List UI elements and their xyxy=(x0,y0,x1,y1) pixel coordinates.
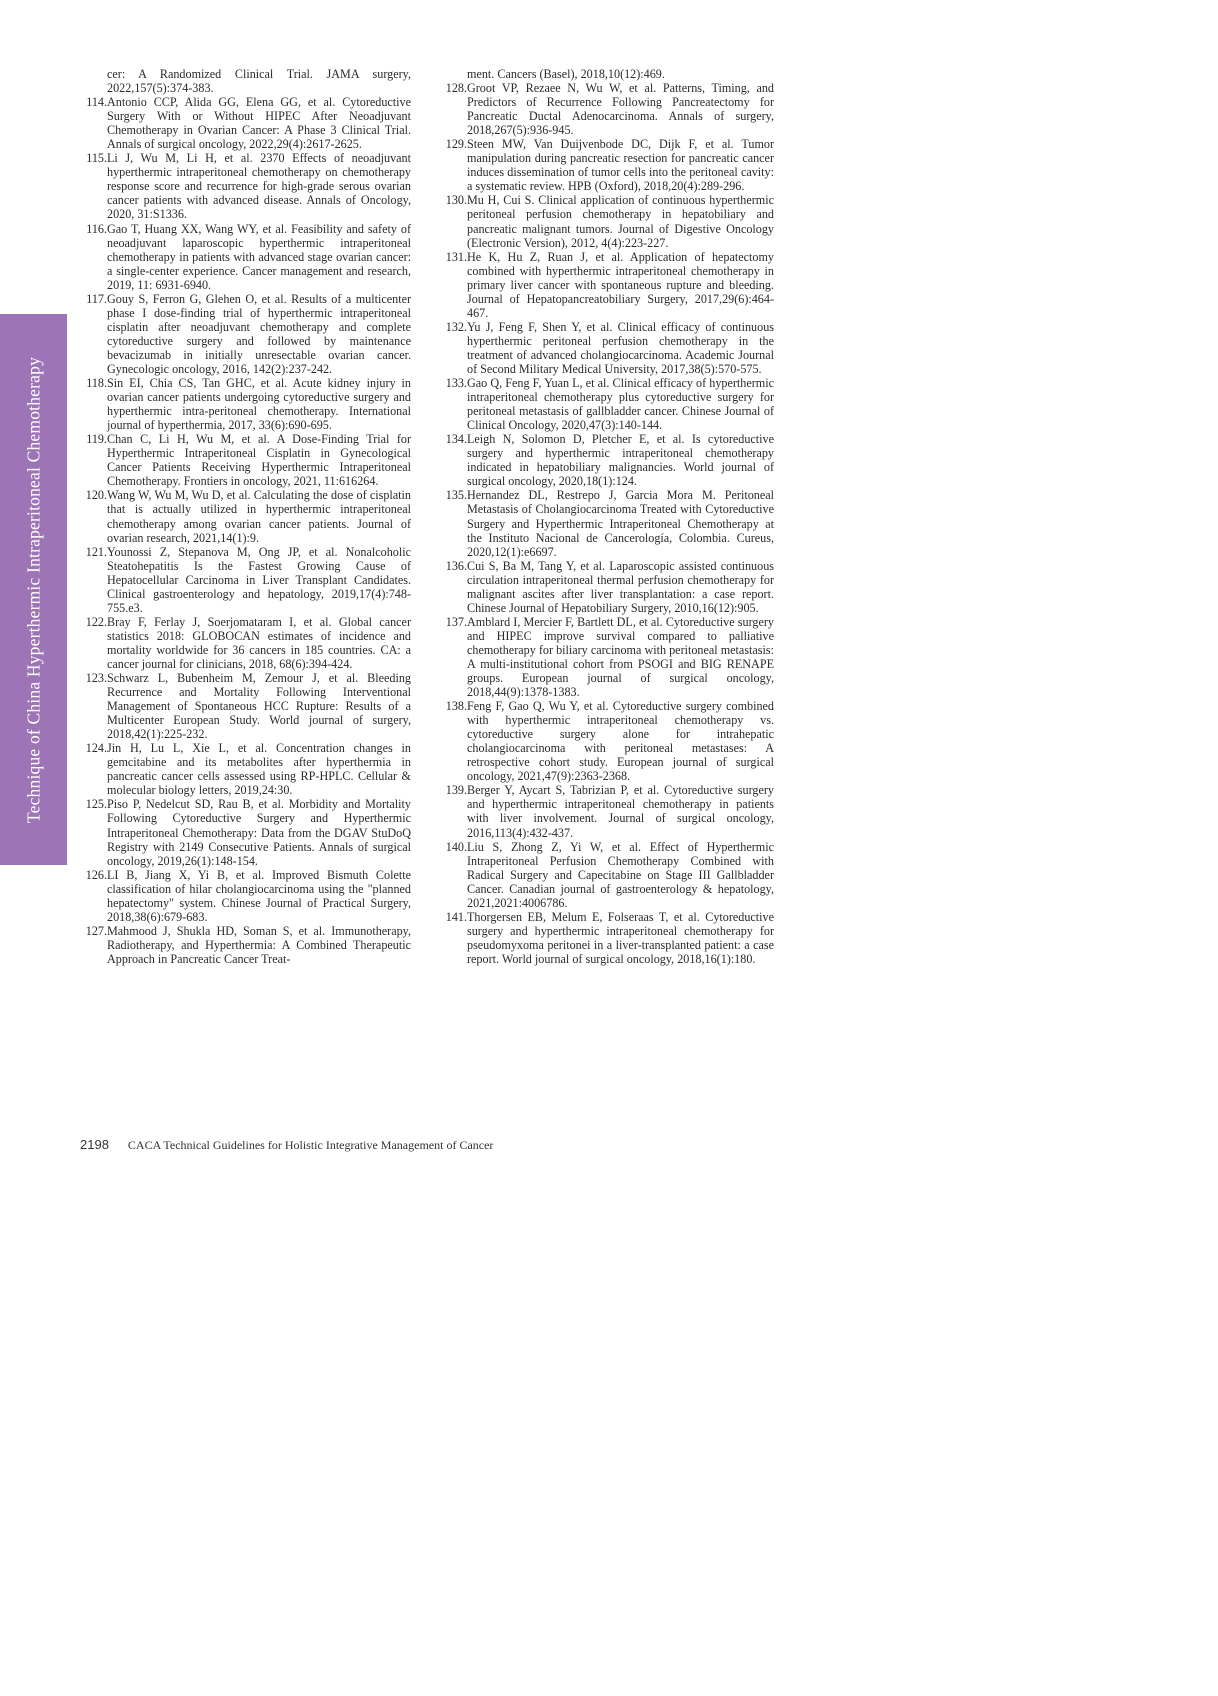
reference-number: 129. xyxy=(445,137,467,152)
reference-item xyxy=(440,137,774,193)
reference-item xyxy=(440,488,774,558)
reference-number: 134. xyxy=(445,432,467,447)
reference-number: 135. xyxy=(445,488,467,503)
reference-text: cer: A Randomized Clinical Trial. JAMA surgery, 2022,157(5):374-383. xyxy=(107,67,411,96)
reference-number: 131. xyxy=(445,249,467,264)
reference-item xyxy=(80,67,411,95)
reference-text: Jin H, Lu L, Xie L, et al. Concentration changes in gemcitabine and its metabolites after hyperthermia in pancreatic cancer cells assessed using RP-HPLC. Cellular & molecular biology letters, 2019,24:30. xyxy=(107,741,411,798)
reference-text: Bray F, Ferlay J, Soerjomataram I, et al. Global cancer statistics 2018: GLOBOCAN estimates of incidence and mortality worldwide for 36 cancers in 185 countries. CA: a cancer journal for clinicians, 2018, 68(6):394-424. xyxy=(107,614,411,671)
reference-item xyxy=(80,151,411,221)
page-footer xyxy=(80,1137,493,1153)
reference-text: Mu H, Cui S. Clinical application of continuous hyperthermic peritoneal perfusion chemotherapy in hepatobiliary and pancreatic malignant tumors. Journal of Digestive Oncology (Electronic Version), 2012, 4(4):223-227. xyxy=(467,193,774,250)
reference-item xyxy=(440,615,774,699)
reference-item xyxy=(80,95,411,151)
reference-text: Amblard I, Mercier F, Bartlett DL, et al. Cytoreductive surgery and HIPEC improve survival compared to palliative chemotherapy for biliary carcinoma with peritoneal metastasis: A multi-institutional cohort from PSOGI and BIG RENAPE groups. European journal of surgical oncology, 2018,44(9):1378-1383. xyxy=(467,614,774,700)
reference-text: Mahmood J, Shukla HD, Soman S, et al. Immunotherapy, Radiotherapy, and Hyperthermia: A Combined Therapeutic Approach in Pancreatic Cancer Treat- xyxy=(107,923,411,966)
reference-item xyxy=(80,741,411,797)
reference-text: ment. Cancers (Basel), 2018,10(12):469. xyxy=(467,67,665,81)
reference-number: 125. xyxy=(85,797,107,812)
reference-item xyxy=(80,868,411,924)
reference-number: 137. xyxy=(445,614,467,629)
reference-number: 128. xyxy=(445,81,467,96)
reference-text: Schwarz L, Bubenheim M, Zemour J, et al. Bleeding Recurrence and Mortality Following Interventional Management of Spontaneous HCC Rupture: Results of a Multicenter European Study. World journal of surgery, 2018,42(1):225-232. xyxy=(107,671,411,742)
reference-item xyxy=(80,488,411,544)
reference-number: 114. xyxy=(86,95,107,110)
reference-text: Gao Q, Feng F, Yuan L, et al. Clinical efficacy of hyperthermic intraperitoneal chemotherapy plus cytoreductive surgery for peritoneal metastasis of gallbladder cancer. Chinese Journal of Clinical Oncology, 2020,47(3):140-144. xyxy=(467,376,774,433)
reference-number: 120. xyxy=(85,488,107,503)
reference-text: Antonio CCP, Alida GG, Elena GG, et al. Cytoreductive Surgery With or Without HIPEC After Neoadjuvant Chemotherapy in Ovarian Cancer: A Phase 3 Clinical Trial. Annals of surgical oncology, 2022,29(4):2617-2625. xyxy=(107,95,411,152)
side-tab-label: Technique of China Hyperthermic Intraperitoneal Chemotherapy xyxy=(23,356,43,823)
reference-text: Leigh N, Solomon D, Pletcher E, et al. Is cytoreductive surgery and hyperthermic intraperitoneal chemotherapy indicated in hepatobiliary malignancies. World journal of surgical oncology, 2020,18(1):124. xyxy=(467,432,774,489)
reference-text: Piso P, Nedelcut SD, Rau B, et al. Morbidity and Mortality Following Cytoreductive Surgery and Hyperthermic Intraperitoneal Chemotherapy: Data from the DGAV StuDoQ Registry with 2149 Consecutive Patients. Annals of surgical oncology, 2019,26(1):148-154. xyxy=(107,797,411,868)
reference-number: 140. xyxy=(445,839,467,854)
reference-text: Gouy S, Ferron G, Glehen O, et al. Results of a multicenter phase I dose-finding trial of hyperthermic intraperitoneal cisplatin after neoadjuvant chemotherapy and complete cytoreductive surgery and followed by maintenance bevacizumab in initially unresectable ovarian cancer. Gynecologic oncology, 2016, 142(2):237-242. xyxy=(107,291,411,376)
reference-text: Cui S, Ba M, Tang Y, et al. Laparoscopic assisted continuous circulation intraperitoneal thermal perfusion chemotherapy for malignant ascites after liver transplantation: a case report. Chinese Journal of Hepatobiliary Surgery, 2010,16(12):905. xyxy=(467,558,774,615)
reference-number: 121. xyxy=(85,544,107,559)
reference-item xyxy=(440,910,774,966)
reference-item xyxy=(440,432,774,488)
reference-number: 116. xyxy=(86,221,107,236)
footer-title: CACA Technical Guidelines for Holistic Integrative Management of Cancer xyxy=(127,1138,494,1152)
reference-number: 132. xyxy=(445,319,467,334)
reference-text: Thorgersen EB, Melum E, Folseraas T, et al. Cytoreductive surgery and hyperthermic intraperitoneal chemotherapy for pseudomyxoma peritonei in a liver-transplanted patient: a case report. World journal of surgical oncology, 2018,16(1):180. xyxy=(467,909,774,966)
reference-text: Li J, Wu M, Li H, et al. 2370 Effects of neoadjuvant hyperthermic intraperitoneal chemotherapy on chemotherapy response score and recurrence for high-grade serous ovarian cancer patients with advanced disease. Annals of Oncology, 2020, 31:S1336. xyxy=(107,151,411,222)
reference-text: Gao T, Huang XX, Wang WY, et al. Feasibility and safety of neoadjuvant laparoscopic hyperthermic intraperitoneal chemotherapy in patients with advanced stage ovarian cancer: a single-center experience. Cancer management and research, 2019, 11: 6931-6940. xyxy=(107,221,411,292)
reference-number: 139. xyxy=(445,783,467,798)
reference-number: 123. xyxy=(85,671,107,686)
reference-number: 122. xyxy=(85,614,107,629)
reference-text: Yu J, Feng F, Shen Y, et al. Clinical efficacy of continuous hyperthermic peritoneal perfusion chemotherapy in the treatment of advanced cholangiocarcinoma. Academic Journal of Second Military Medical University, 2017,38(5):570-575. xyxy=(467,319,774,376)
reference-text: Liu S, Zhong Z, Yi W, et al. Effect of Hyperthermic Intraperitoneal Perfusion Chemotherapy Combined with Radical Surgery and Capecitabine on Stage III Gallbladder Cancer. Canadian journal of gastroenterology & hepatology, 2021,2021:4006786. xyxy=(467,839,774,910)
page-number: 2198 xyxy=(80,1137,109,1152)
reference-number: 138. xyxy=(445,699,467,714)
reference-item xyxy=(440,559,774,615)
reference-item xyxy=(440,320,774,376)
reference-number: 117. xyxy=(86,291,107,306)
reference-number: 127. xyxy=(85,923,107,938)
reference-item xyxy=(80,545,411,615)
reference-item xyxy=(80,797,411,867)
reference-text: Sin EI, Chia CS, Tan GHC, et al. Acute kidney injury in ovarian cancer patients undergoing cytoreductive surgery and hyperthermic intra-peritoneal chemotherapy. International journal of hyperthermia, 2017, 33(6):690-695. xyxy=(107,376,411,433)
reference-item xyxy=(80,924,411,966)
reference-item xyxy=(440,376,774,432)
reference-text: LI B, Jiang X, Yi B, et al. Improved Bismuth Colette classification of hilar cholangiocarcinoma using the "planned hepatectomy" system. Chinese Journal of Practical Surgery, 2018,38(6):679-683. xyxy=(107,867,411,924)
reference-item xyxy=(80,432,411,488)
reference-item xyxy=(440,840,774,910)
reference-item xyxy=(80,292,411,376)
reference-text: Chan C, Li H, Wu M, et al. A Dose-Finding Trial for Hyperthermic Intraperitoneal Cisplatin in Gynecological Cancer Patients Receiving Hyperthermic Intraperitoneal Chemotherapy. Frontiers in oncology, 2021, 11:616264. xyxy=(107,432,411,489)
reference-text: Wang W, Wu M, Wu D, et al. Calculating the dose of cisplatin that is actually utilized in hyperthermic intraperitoneal chemotherapy among ovarian cancer patients. Journal of ovarian research, 2021,14(1):9. xyxy=(107,488,411,545)
reference-number: 133. xyxy=(445,376,467,391)
reference-item xyxy=(80,222,411,292)
reference-item xyxy=(440,81,774,137)
reference-item xyxy=(80,671,411,741)
reference-item xyxy=(440,250,774,320)
reference-number: 119. xyxy=(86,432,107,447)
reference-number: 136. xyxy=(445,558,467,573)
reference-text: Feng F, Gao Q, Wu Y, et al. Cytoreductive surgery combined with hyperthermic intraperitoneal chemotherapy vs. cytoreductive surgery alone for intrahepatic cholangiocarcinoma with peritoneal metastases: A retrospective cohort study. European journal of surgical oncology, 2021,47(9):2363-2368. xyxy=(467,699,774,784)
reference-item xyxy=(440,783,774,839)
references-left-column xyxy=(80,67,411,966)
reference-number: 130. xyxy=(445,193,467,208)
reference-text: Younossi Z, Stepanova M, Ong JP, et al. Nonalcoholic Steatohepatitis Is the Fastest Growing Cause of Hepatocellular Carcinoma in Liver Transplant Candidates. Clinical gastroenterology and hepatology, 2019,17(4):748-755.e3. xyxy=(107,544,411,615)
reference-item xyxy=(80,615,411,671)
reference-item xyxy=(80,376,411,432)
reference-item xyxy=(440,193,774,249)
reference-item xyxy=(440,699,774,783)
reference-text: Berger Y, Aycart S, Tabrizian P, et al. Cytoreductive surgery and hyperthermic intraperitoneal chemotherapy in patients with liver involvement. Journal of surgical oncology, 2016,113(4):432-437. xyxy=(467,783,774,840)
reference-number: 126. xyxy=(85,867,107,882)
reference-text: He K, Hu Z, Ruan J, et al. Application of hepatectomy combined with hyperthermic intraperitoneal chemotherapy in primary liver cancer with spontaneous rupture and bleeding. Journal of Hepatopancreatobiliary Surgery, 2017,29(6):464-467. xyxy=(467,249,774,320)
reference-text: Steen MW, Van Duijvenbode DC, Dijk F, et al. Tumor manipulation during pancreatic resection for pancreatic cancer induces dissemination of tumor cells into the peritoneal cavity: a systematic review. HPB (Oxford), 2018,20(4):289-296. xyxy=(467,137,774,194)
references-right-column xyxy=(440,67,774,966)
reference-number: 141. xyxy=(445,909,467,924)
side-tab xyxy=(0,314,67,865)
reference-number: 115. xyxy=(86,151,107,166)
reference-number: 118. xyxy=(86,376,107,391)
reference-text: Hernandez DL, Restrepo J, Garcia Mora M. Peritoneal Metastasis of Cholangiocarcinoma Treated with Cytoreductive Surgery and Hyperthermic Intraperitoneal Chemotherapy at the Instituto Nacional de Cancerología, Colombia. Cureus, 2020,12(1):e6697. xyxy=(467,488,774,559)
reference-number: 124. xyxy=(85,741,107,756)
reference-text: Groot VP, Rezaee N, Wu W, et al. Patterns, Timing, and Predictors of Recurrence Following Pancreatectomy for Pancreatic Ductal Adenocarcinoma. Annals of surgery, 2018,267(5):936-945. xyxy=(467,81,774,138)
reference-item xyxy=(440,67,774,81)
